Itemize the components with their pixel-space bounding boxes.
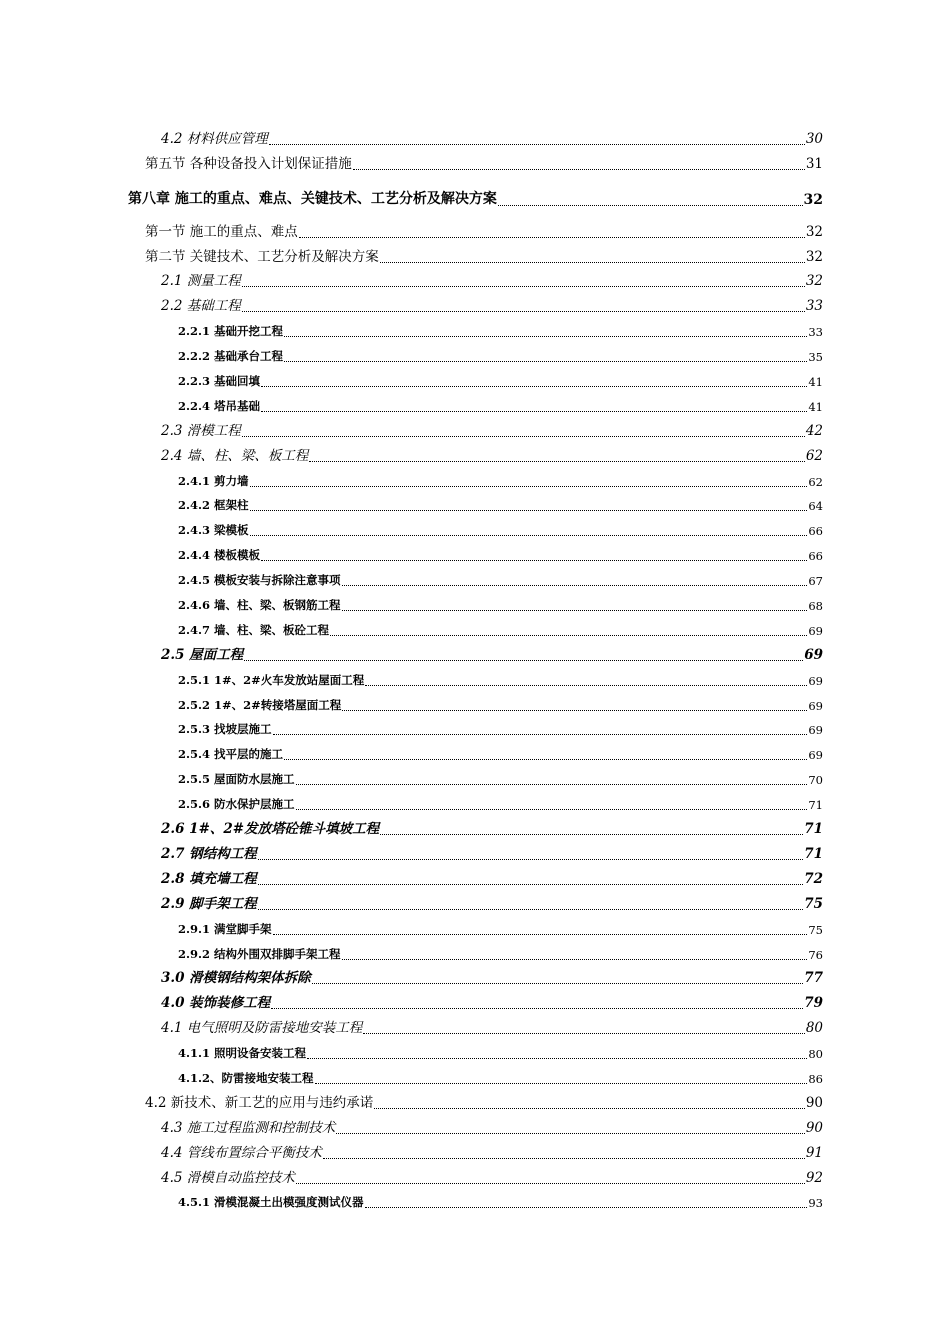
dot-leader	[309, 461, 805, 462]
toc-entry-title: 2.9.2 结构外围双排脚手架工程	[178, 946, 341, 961]
toc-entry-title: 4.0 装饰装修工程	[161, 995, 271, 1012]
toc-entry-page: 69	[808, 748, 823, 763]
dot-leader	[242, 286, 805, 287]
toc-entry[interactable]	[0, 442, 950, 467]
dot-leader	[269, 144, 805, 145]
toc-entry-title: 2.6 1#、2#发放塔砼锥斗填坡工程	[161, 821, 380, 838]
dot-leader	[296, 1183, 805, 1184]
toc-entry-title: 4.4 管线布置综合平衡技术	[161, 1144, 322, 1161]
toc-entry[interactable]	[0, 591, 950, 616]
toc-entry[interactable]	[0, 1189, 950, 1214]
toc-entry[interactable]	[0, 1164, 950, 1189]
toc-entry[interactable]	[0, 666, 950, 691]
dot-leader	[242, 311, 805, 312]
toc-entry-page: 33	[805, 298, 823, 315]
toc-entry-page: 92	[805, 1169, 823, 1186]
toc-entry[interactable]	[0, 1014, 950, 1039]
toc-entry-title: 2.5.2 1#、2#转接塔屋面工程	[178, 697, 342, 712]
toc-entry-page: 69	[804, 646, 823, 663]
dot-leader	[299, 237, 805, 238]
dot-leader	[365, 685, 807, 686]
toc-entry[interactable]	[0, 292, 950, 317]
dot-leader	[273, 934, 808, 935]
toc-entry[interactable]	[0, 342, 950, 367]
toc-entry-page: 32	[805, 248, 823, 265]
toc-entry[interactable]	[0, 243, 950, 268]
toc-entry-page: 72	[804, 870, 823, 887]
toc-entry-page: 42	[805, 422, 823, 439]
toc-entry-page: 77	[804, 970, 823, 987]
toc-entry[interactable]	[0, 765, 950, 790]
toc-entry-page: 69	[808, 723, 823, 738]
toc-entry-title: 4.2 新技术、新工艺的应用与违约承诺	[145, 1094, 374, 1111]
toc-entry-title: 2.1 测量工程	[161, 273, 241, 290]
toc-entry-title: 2.4.2 框架柱	[178, 498, 249, 513]
dot-leader	[312, 983, 804, 984]
dot-leader	[342, 710, 807, 711]
dot-leader	[342, 959, 808, 960]
dot-leader	[273, 734, 808, 735]
dot-leader	[380, 834, 803, 835]
dot-leader	[250, 510, 808, 511]
dot-leader	[284, 361, 807, 362]
toc-entry-title: 第五节 各种设备投入计划保证措施	[145, 155, 352, 172]
toc-entry-title: 2.7 钢结构工程	[161, 845, 257, 862]
dot-leader	[307, 1058, 807, 1059]
dot-leader	[261, 411, 807, 412]
toc-entry-title: 2.4.7 墙、柱、梁、板砼工程	[178, 622, 330, 637]
dot-leader	[261, 386, 807, 387]
dot-leader	[261, 560, 807, 561]
toc-entry-title: 2.5.3 找坡层施工	[178, 722, 272, 737]
toc-entry-page: 70	[808, 773, 823, 788]
toc-entry-title: 2.5.5 屋面防水层施工	[178, 772, 295, 787]
dot-leader	[365, 1207, 808, 1208]
toc-entry-page: 66	[808, 549, 823, 564]
toc-entry-title: 2.4.4 楼板模板	[178, 548, 261, 563]
toc-entry-page: 90	[805, 1119, 823, 1136]
table-of-contents	[0, 125, 950, 1213]
toc-entry-page: 91	[805, 1144, 823, 1161]
toc-entry-title: 4.5 滑模自动监控技术	[161, 1169, 295, 1186]
toc-entry-page: 69	[808, 698, 823, 713]
toc-entry-title: 4.1 电气照明及防雷接地安装工程	[161, 1020, 363, 1037]
toc-entry-title: 4.1.2、防雷接地安装工程	[178, 1070, 314, 1085]
toc-entry[interactable]	[0, 1114, 950, 1139]
dot-leader	[380, 262, 805, 263]
toc-entry-title: 2.5.6 防水保护层施工	[178, 797, 295, 812]
dot-leader	[250, 535, 808, 536]
toc-entry[interactable]	[0, 417, 950, 442]
dot-leader	[342, 585, 808, 586]
toc-entry-page: 76	[808, 947, 823, 962]
toc-entry-page: 32	[805, 273, 823, 290]
toc-entry[interactable]	[0, 616, 950, 641]
dot-leader	[315, 1083, 808, 1084]
dot-leader	[323, 1158, 805, 1159]
toc-entry[interactable]	[0, 815, 950, 840]
toc-entry-page: 41	[808, 399, 823, 414]
toc-entry-page: 32	[805, 223, 823, 240]
toc-entry-title: 2.3 滑模工程	[161, 422, 241, 439]
toc-entry-page: 64	[808, 499, 823, 514]
toc-entry-title: 第二节 关键技术、工艺分析及解决方案	[145, 248, 379, 265]
toc-entry-title: 4.2 材料供应管理	[161, 130, 268, 147]
toc-entry[interactable]	[0, 218, 950, 243]
toc-entry-page: 71	[804, 821, 823, 838]
toc-entry-title: 2.4.6 墙、柱、梁、板钢筋工程	[178, 598, 341, 613]
toc-entry-title: 4.1.1 照明设备安装工程	[178, 1046, 307, 1061]
toc-entry-page: 30	[805, 130, 823, 147]
toc-entry-title: 2.5.4 找平层的施工	[178, 747, 284, 762]
toc-entry-page: 35	[808, 350, 823, 365]
toc-entry-title: 4.5.1 滑模混凝土出模强度测试仪器	[178, 1195, 364, 1210]
toc-entry[interactable]	[0, 865, 950, 890]
toc-entry-page: 71	[804, 845, 823, 862]
toc-entry[interactable]	[0, 268, 950, 293]
toc-entry[interactable]	[0, 392, 950, 417]
toc-entry-page: 86	[808, 1071, 823, 1086]
toc-entry-title: 2.5 屋面工程	[161, 646, 244, 663]
toc-entry-title: 2.2.2 基础承台工程	[178, 349, 284, 364]
toc-entry-page: 33	[808, 325, 823, 340]
toc-entry-title: 2.9.1 满堂脚手架	[178, 921, 272, 936]
dot-leader	[330, 635, 807, 636]
dot-leader	[342, 610, 808, 611]
toc-entry-page: 62	[808, 474, 823, 489]
toc-entry-title: 2.4.5 模板安装与拆除注意事项	[178, 573, 341, 588]
toc-entry-title: 2.4.3 梁模板	[178, 523, 249, 538]
dot-leader	[336, 1133, 805, 1134]
toc-entry-page: 66	[808, 524, 823, 539]
toc-entry-page: 69	[808, 623, 823, 638]
toc-entry-page: 79	[804, 995, 823, 1012]
dot-leader	[244, 660, 803, 661]
toc-entry-title: 2.2.4 塔吊基础	[178, 398, 261, 413]
toc-entry-page: 93	[808, 1196, 823, 1211]
toc-entry-page: 80	[808, 1047, 823, 1062]
toc-entry-page: 75	[808, 922, 823, 937]
toc-entry-title: 2.2.1 基础开挖工程	[178, 324, 284, 339]
toc-entry-page: 71	[808, 798, 823, 813]
dot-leader	[258, 884, 804, 885]
toc-entry-page: 69	[808, 673, 823, 688]
toc-entry[interactable]	[0, 840, 950, 865]
toc-entry[interactable]	[0, 915, 950, 940]
toc-entry-title: 2.9 脚手架工程	[161, 895, 257, 912]
dot-leader	[250, 486, 808, 487]
toc-entry[interactable]	[0, 989, 950, 1014]
toc-entry[interactable]	[0, 716, 950, 741]
toc-entry[interactable]	[0, 691, 950, 716]
toc-entry-page: 62	[805, 447, 823, 464]
toc-entry[interactable]	[0, 1039, 950, 1064]
toc-entry-title: 2.4.1 剪力墙	[178, 473, 249, 488]
toc-entry-page: 31	[805, 155, 823, 172]
toc-entry[interactable]	[0, 317, 950, 342]
dot-leader	[271, 1008, 803, 1009]
toc-entry[interactable]	[0, 150, 950, 175]
toc-entry-page: 68	[808, 599, 823, 614]
dot-leader	[296, 809, 808, 810]
toc-entry-page: 80	[805, 1020, 823, 1037]
dot-leader	[374, 1108, 805, 1109]
toc-entry-page: 90	[805, 1094, 823, 1111]
toc-entry[interactable]	[0, 541, 950, 566]
toc-entry-title: 4.3 施工过程监测和控制技术	[161, 1119, 336, 1136]
toc-entry[interactable]	[0, 1139, 950, 1164]
dot-leader	[258, 909, 804, 910]
dot-leader	[284, 336, 807, 337]
dot-leader	[363, 1033, 805, 1034]
toc-entry[interactable]	[0, 367, 950, 392]
dot-leader	[284, 759, 807, 760]
toc-entry[interactable]	[0, 175, 950, 218]
toc-entry-page: 32	[803, 191, 823, 208]
toc-entry[interactable]	[0, 1089, 950, 1114]
dot-leader	[353, 169, 805, 170]
dot-leader	[498, 205, 803, 206]
toc-entry-title: 第八章 施工的重点、难点、关键技术、工艺分析及解决方案	[128, 190, 497, 207]
toc-entry[interactable]	[0, 1064, 950, 1089]
toc-entry[interactable]	[0, 467, 950, 492]
toc-entry[interactable]	[0, 740, 950, 765]
toc-entry-title: 2.2 基础工程	[161, 298, 241, 315]
toc-entry-title: 2.5.1 1#、2#火车发放站屋面工程	[178, 672, 365, 687]
toc-entry-title: 第一节 施工的重点、难点	[145, 223, 298, 240]
toc-entry-title: 2.8 填充墙工程	[161, 870, 257, 887]
dot-leader	[258, 859, 804, 860]
toc-entry-page: 41	[808, 375, 823, 390]
dot-leader	[296, 784, 808, 785]
toc-entry[interactable]	[0, 965, 950, 990]
toc-entry[interactable]	[0, 790, 950, 815]
toc-entry[interactable]	[0, 940, 950, 965]
toc-entry-page: 67	[808, 574, 823, 589]
toc-entry[interactable]	[0, 566, 950, 591]
toc-entry[interactable]	[0, 641, 950, 666]
toc-entry-title: 2.2.3 基础回填	[178, 374, 261, 389]
dot-leader	[242, 436, 805, 437]
toc-entry[interactable]	[0, 125, 950, 150]
toc-entry-title: 3.0 滑模钢结构架体拆除	[161, 970, 311, 987]
toc-entry-title: 2.4 墙、柱、梁、板工程	[161, 447, 309, 464]
toc-entry[interactable]	[0, 492, 950, 517]
toc-entry[interactable]	[0, 890, 950, 915]
toc-entry[interactable]	[0, 516, 950, 541]
toc-entry-page: 75	[804, 895, 823, 912]
